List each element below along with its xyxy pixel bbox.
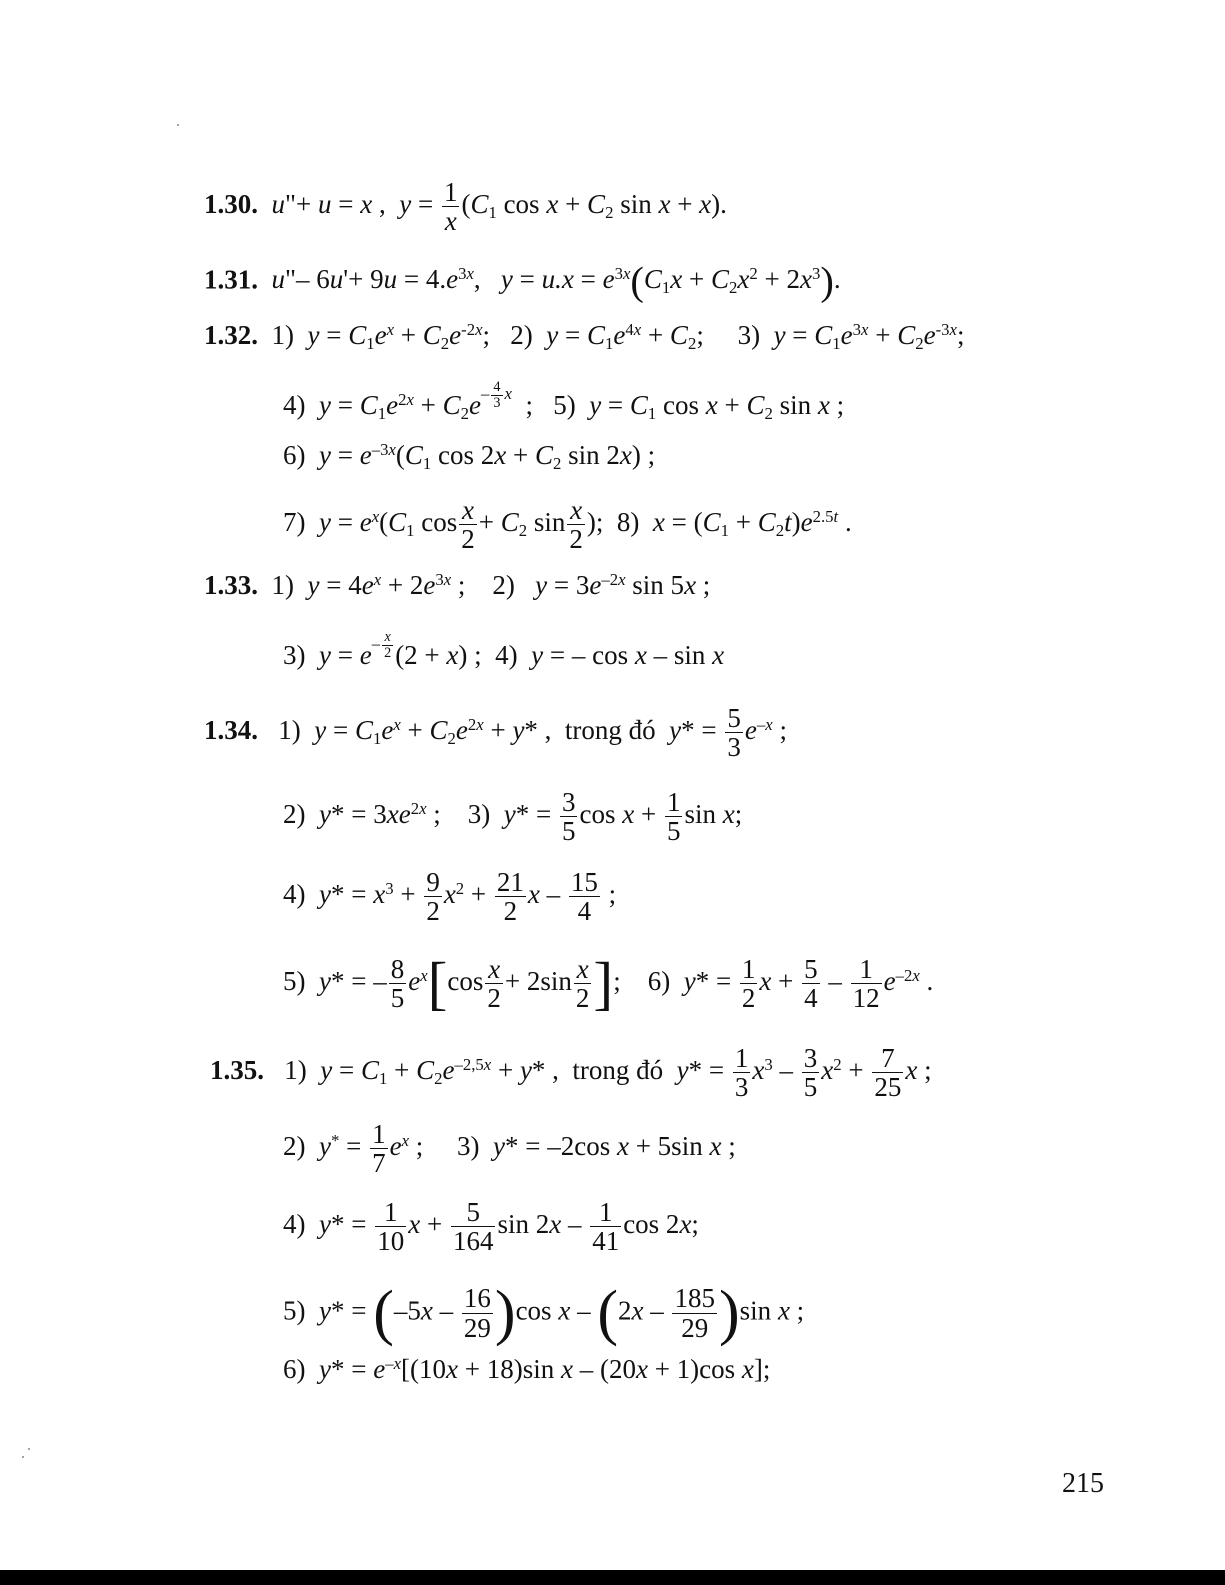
equation-line: 4) $y = C_1e^{2x} + C_2e^{- \frac{4}{3} x}$ ; 5) $y = C_1$ $\cos x + C_2$ sin x ; <box>283 378 845 424</box>
scan-speck <box>22 1456 24 1458</box>
problem-number: 1.30. <box>204 189 258 220</box>
problem-number: 1.33. <box>204 570 258 600</box>
equation-line: 5) y* = (–5x – $\frac{16}{29}$ )cos x – (2x – $\frac{185}{29}$ )sin x ; <box>283 1279 805 1347</box>
equation-line: u"– $6u'+ 9u = 4.e^{3x}$, $y = u.x = e^{3x}(C_1x + C_2x^2 + 2x^3)$. <box>271 259 841 304</box>
equation-line: 1) $y = C_1 + C_2e^{-2,5x} + y*$ , trong đó y* = $\frac{1}{3}$ $x^3$ – $\frac{3}{5}$ $x^2$ + $\frac{7}{25}$ x ; <box>270 1043 932 1103</box>
equation-line: 5) y* = – $\frac{8}{5}$ $e^x[\cos$ $\frac{x}{2}$ + 2sin $\frac{x}{2}$ ]; 6) y* = $\frac{1}{2}$ x + $\frac{5}{4}$ – $\frac{1}{12}$ $e^{-2x}$ . <box>283 950 934 1016</box>
scan-speck <box>177 124 179 126</box>
problem-number: 1.31. <box>204 264 258 295</box>
equation-line: 1) $y = C_1e^x + C_2e^{-2x}$; 2) $y = C_1e^{4x} + C_2$; 3) $y = C_1e^{3x} + C_2e^{-3x}$; <box>264 319 965 354</box>
problem-1-34 <box>204 704 787 762</box>
equation-line: 7) $y = e^x(C_1$ cos $\frac{x}{2}$ + $C_2$ sin $\frac{x}{2}$ ); 8) $x = (C_1 + C_2t)e^{2.5t}$ . <box>283 495 852 555</box>
equation-line: 2) $y* = 3xe^{2x}$ ; 3) y* = $\frac{3}{5}$ cos x + $\frac{1}{5}$ sin x; <box>283 787 743 847</box>
equation-line: 6) $y* = e^{-x}[(10x + 18)\sin$ x – (20x + 1)cos x]; <box>283 1353 771 1384</box>
equation-line: 4) $y* = x^3$ + $\frac{9}{2}$ $x^2$ + $\frac{21}{2}$ x – $\frac{15}{4}$ ; <box>283 867 617 927</box>
equation-line: u"+ u = x , y = $\frac{1}{x}$ ($C_1$ $\cos x + C_2$ sin x + x). <box>271 177 727 237</box>
problem-1-30 <box>204 178 727 236</box>
equation-line: 4) y* = $\frac{1}{10}$ x + $\frac{5}{164}$ sin 2x – $\frac{1}{41}$ cos 2x; <box>283 1197 699 1257</box>
problem-1-33 <box>204 569 711 600</box>
problem-1-31 <box>204 259 841 304</box>
problem-number: 1.32. <box>204 320 258 350</box>
equation-line: 1) $y = C_1e^x + C_2e^{2x} + y*$ , trong đó y* = $\frac{5}{3}$ $e^{-x}$ ; <box>264 703 787 763</box>
page-number: 215 <box>1062 1468 1104 1499</box>
equation-line: 3) $y = e^{- \frac{x}{2}}$ (2 + x) ; 4) y = – cos x – sin x <box>283 628 725 670</box>
scan-border <box>0 1570 1225 1585</box>
equation-line: 1) $y = 4e^x + 2e^{3x}$ ; 2) $y = 3e^{-2x}$ sin 5x ; <box>264 569 711 600</box>
equation-line: 6) $y = e^{-3x}(C_1$ $\cos 2x + C_2$ sin 2x) ; <box>283 439 656 474</box>
problem-number: 1.35. <box>210 1055 264 1086</box>
problem-number: 1.34. <box>204 715 258 746</box>
problem-1-35 <box>210 1044 932 1102</box>
equation-line: 2) y* = $\frac{1}{7}$ $e^x$ ; 3) y* = –2cos x + 5sin x ; <box>283 1119 736 1179</box>
scan-speck <box>28 1448 30 1450</box>
problem-1-32 <box>204 319 965 354</box>
